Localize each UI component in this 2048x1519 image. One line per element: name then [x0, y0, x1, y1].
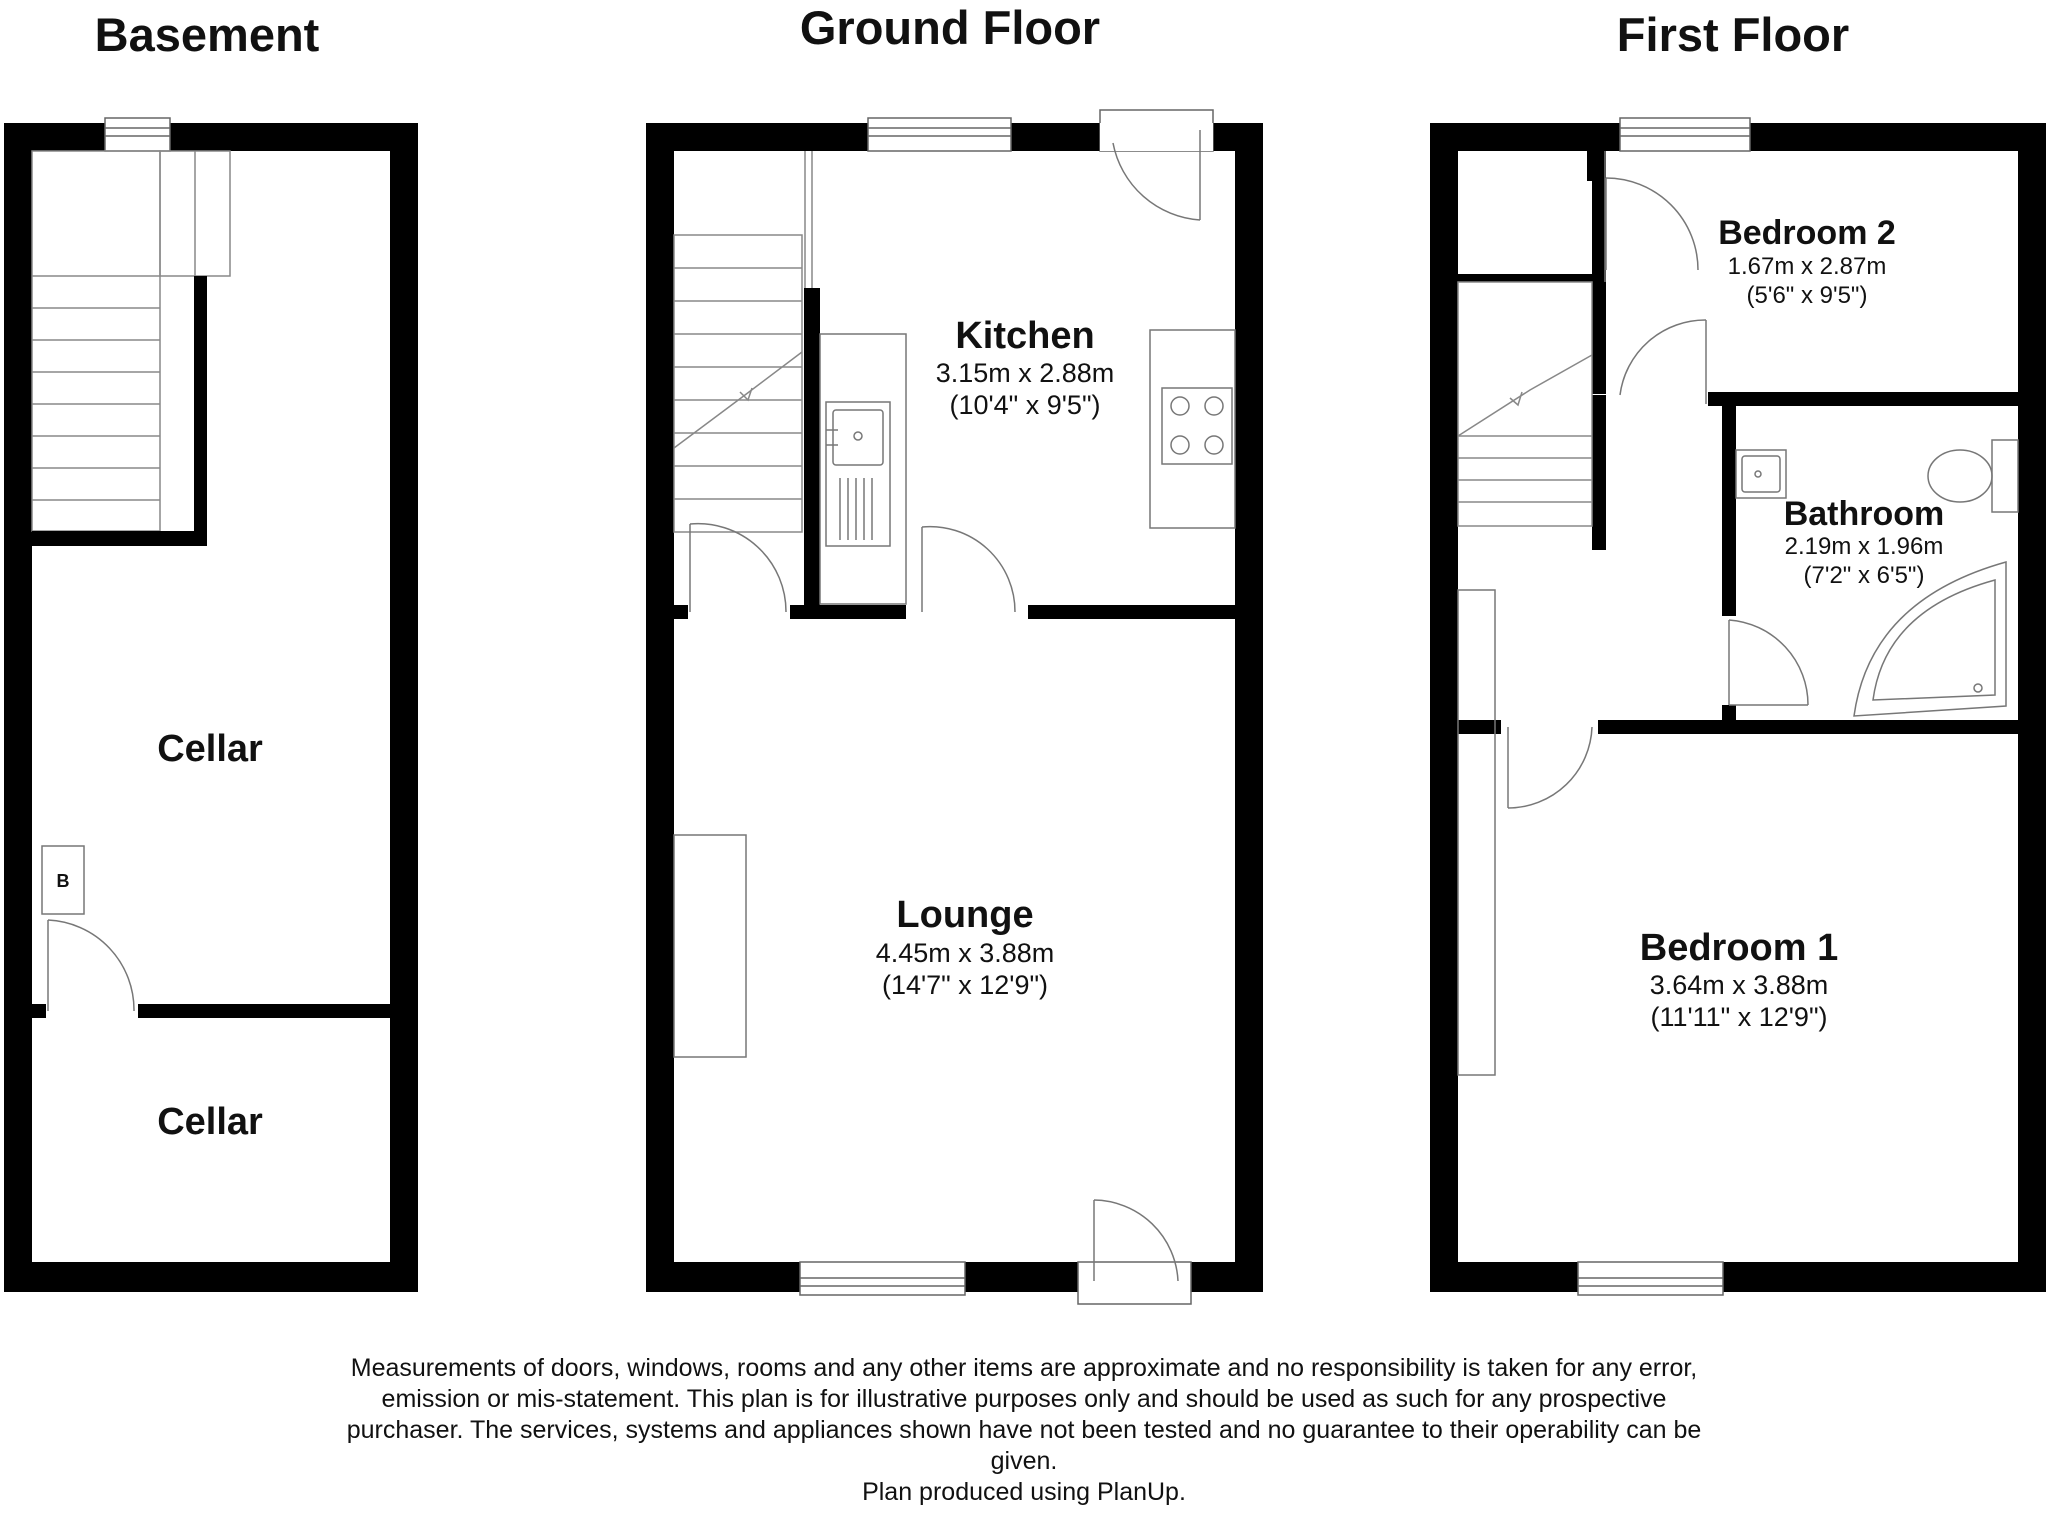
basement-dividing-wall-right: [138, 1004, 390, 1018]
bedroom2-bathroom-wall: [1708, 392, 2018, 406]
lounge-chimney-breast: [674, 835, 746, 1057]
disclaimer-line: Measurements of doors, windows, rooms and any other items are approximate and no responsibility is taken for any error,: [350, 1354, 1698, 1382]
kitchen-name: Kitchen: [955, 315, 1095, 357]
basement-stair-wall-base: [32, 531, 207, 546]
disclaimer-credit: Plan produced using PlanUp.: [862, 1478, 1186, 1506]
bedroom1-window: [1578, 1262, 1723, 1295]
bedroom2-size-metric: 1.67m x 2.87m: [1727, 253, 1887, 280]
bedroom1-size-imperial: (11'11" x 12'9"): [1650, 1002, 1828, 1032]
lounge-front-door: [1078, 1200, 1191, 1304]
kitchen-hob: [1150, 330, 1235, 528]
basement-window: [105, 118, 170, 151]
first-floor-plan: [1430, 8, 2046, 1295]
disclaimer-line: emission or mis-statement. This plan is for illustrative purposes only and should be used as such for any prospective: [381, 1385, 1667, 1413]
kitchen-window: [868, 118, 1011, 151]
landing-door: [1620, 320, 1706, 404]
basement-plan: [4, 8, 418, 1292]
bedroom2-name: Bedroom 2: [1718, 214, 1896, 252]
disclaimer-line: given.: [990, 1447, 1058, 1475]
boiler-unit: [42, 846, 84, 914]
ground-kitchen-lounge-wall: [674, 605, 688, 619]
bedroom2-window: [1620, 118, 1750, 151]
bathroom-size-metric: 2.19m x 1.96m: [1784, 533, 1944, 560]
ground-outer-wall: [646, 123, 1263, 1292]
basement-stair-wall: [194, 276, 207, 546]
kitchen-size-metric: 3.15m x 2.88m: [935, 358, 1115, 388]
lounge-size-imperial: (14'7" x 12'9"): [881, 970, 1049, 1000]
ground-staircase: [674, 151, 812, 532]
bathroom-left-wall: [1722, 406, 1736, 616]
kitchen-back-door: [1100, 110, 1213, 220]
bathroom-door: [1729, 620, 1808, 705]
kitchen-size-imperial: (10'4" x 9'5"): [949, 390, 1101, 420]
bedroom1-door: [1508, 727, 1592, 808]
first-floor-title: First Floor: [1616, 8, 1850, 61]
bathroom-name: Bathroom: [1783, 495, 1945, 533]
ground-partition-wall: [804, 288, 820, 610]
boiler-label: B: [56, 871, 70, 891]
lounge-size-metric: 4.45m x 3.88m: [875, 938, 1055, 968]
first-cupboard-wall: [1458, 274, 1600, 282]
bathroom-basin: [1736, 450, 1786, 498]
lounge-window: [800, 1262, 965, 1295]
basement-dividing-wall: [32, 1004, 46, 1018]
first-landing-wall-d: [1592, 395, 1606, 550]
bathroom-size-imperial: (7'2" x 6'5"): [1803, 562, 1925, 589]
ground-wall-mid: [790, 605, 906, 619]
bedroom2-door: [1606, 178, 1698, 270]
bathroom-bedroom1-wall-right: [1598, 720, 2018, 734]
kitchen-sink-unit: [820, 334, 906, 604]
stair-door: [690, 524, 786, 612]
disclaimer: [200, 1353, 1848, 1508]
first-landing-wall-b: [1592, 151, 1606, 394]
cellar-upper-name: Cellar: [157, 728, 263, 770]
disclaimer-line: purchaser. The services, systems and appliances shown have not been tested and no guarantee to their operability can be: [346, 1416, 1702, 1444]
cellar-lower-name: Cellar: [157, 1101, 263, 1143]
ground-wall-right: [1028, 605, 1235, 619]
ground-floor-title: Ground Floor: [799, 1, 1101, 54]
basement-title: Basement: [94, 8, 320, 61]
first-staircase: [1458, 282, 1592, 526]
basement-door: [48, 920, 134, 1011]
landing-rail: [1458, 590, 1495, 1075]
ground-floor-plan: [646, 1, 1263, 1304]
lounge-name: Lounge: [896, 894, 1034, 936]
kitchen-door: [922, 527, 1015, 612]
bedroom1-name: Bedroom 1: [1639, 927, 1839, 969]
first-outer-wall: [1430, 123, 2046, 1292]
bedroom1-size-metric: 3.64m x 3.88m: [1649, 970, 1829, 1000]
bedroom2-size-imperial: (5'6" x 9'5"): [1746, 282, 1868, 309]
